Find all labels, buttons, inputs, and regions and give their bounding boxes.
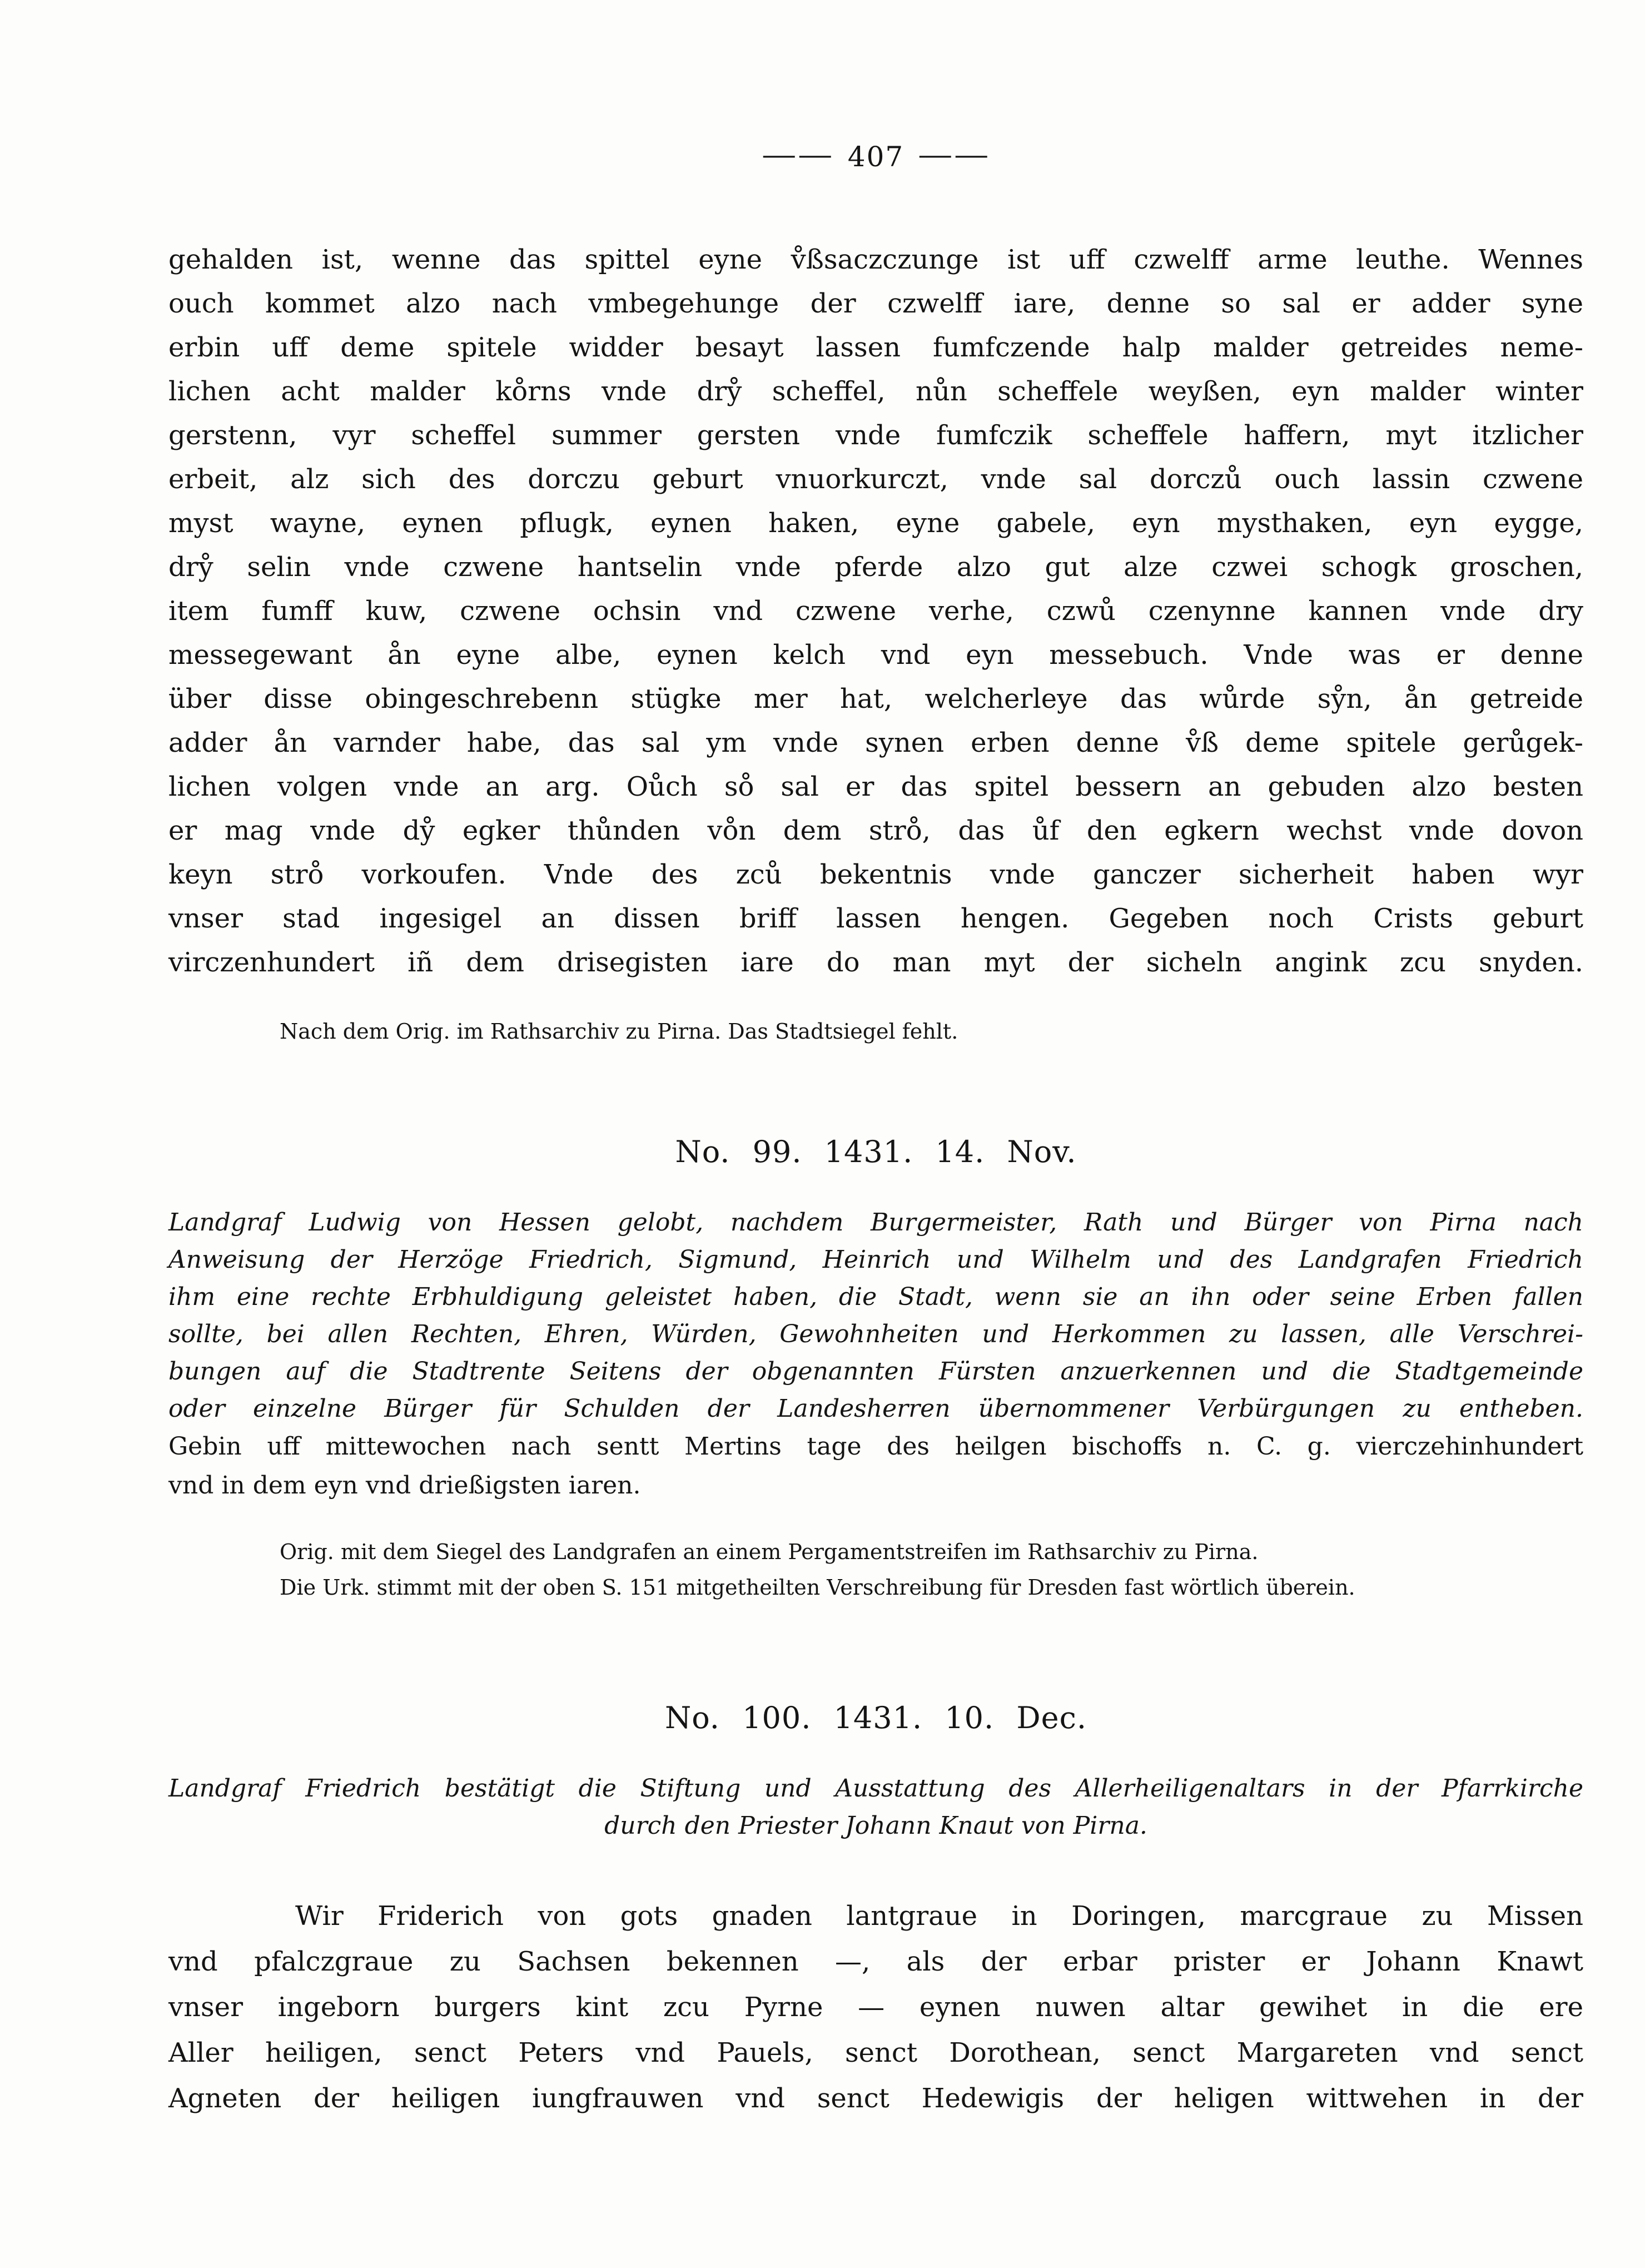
dating-clause-line: vnd in dem eyn vnd drießigsten iaren. bbox=[168, 1471, 641, 1500]
charter-text-line: ouch kommet alzo nach vmbegehunge der czwelff iare, denne so sal er adder syne bbox=[168, 288, 1583, 319]
page-number: 407 bbox=[847, 141, 904, 173]
charter-text-line: virczenhundert iñ dem drisegisten iare do man myt der sicheln angink zcu snyden. bbox=[168, 947, 1583, 978]
charter-text-line: Agneten der heiligen iungfrauwen vnd senct Hedewigis der heligen wittwehen in der bbox=[168, 2083, 1583, 2114]
archival-note-line: Die Urk. stimmt mit der oben S. 151 mitgetheilten Verschreibung für Dresden fast wörtlich überein. bbox=[280, 1575, 1355, 1600]
charter-text-line: erbeit, alz sich des dorczu geburt vnuorkurczt, vnde sal dorczů ouch lassin czwene bbox=[168, 464, 1583, 495]
charter-text-line: messegewant ån eyne albe, eynen kelch vnd eyn messebuch. Vnde was er denne bbox=[168, 639, 1583, 671]
charter-text-line: keyn stro̊ vorkoufen. Vnde des zců bekentnis vnde ganczer sicherheit haben wyr bbox=[168, 859, 1583, 890]
charter-text-line: er mag vnde dẙ egker thůnden vo̊n dem stro̊, das ůf den egkern wechst vnde dovon bbox=[168, 815, 1583, 846]
regest-line: Landgraf Ludwig von Hessen gelobt, nachdem Burgermeister, Rath und Bürger von Pirna nach bbox=[168, 1208, 1583, 1237]
document-page bbox=[168, 0, 1583, 2268]
entry-99-dating-clause bbox=[168, 1427, 1583, 1505]
archival-note-line: Orig. mit dem Siegel des Landgrafen an einem Pergamentstreifen im Rathsarchiv zu Pirna. bbox=[280, 1540, 1259, 1564]
regest-line: sollte, bei allen Rechten, Ehren, Würden, Gewohnheiten und Herkommen zu lassen, alle Verschrei- bbox=[168, 1320, 1583, 1348]
header-rule-left: —— bbox=[761, 138, 834, 171]
charter-text-line: adder ån varnder habe, das sal ym vnde synen erben denne v̊ß deme spitele gerůgek- bbox=[168, 727, 1583, 758]
charter-text-line: Aller heiligen, senct Peters vnd Pauels, senct Dorothean, senct Margareten vnd senct bbox=[168, 2037, 1583, 2068]
entry-99-heading: No. 99. 1431. 14. Nov. bbox=[675, 1134, 1077, 1169]
regest-line: bungen auf die Stadtrente Seitens der obgenannten Fürsten anzuerkennen und die Stadtgemeinde bbox=[168, 1357, 1583, 1386]
regest-line: ihm eine rechte Erbhuldigung geleistet haben, die Stadt, wenn sie an ihn oder seine Erben fallen bbox=[168, 1283, 1583, 1311]
charter-text-line: erbin uff deme spitele widder besayt lassen fumfczende halp malder getreides neme- bbox=[168, 332, 1583, 363]
charter-text-paragraph bbox=[168, 238, 1583, 985]
entry-100-heading: No. 100. 1431. 10. Dec. bbox=[665, 1700, 1087, 1735]
header-rule-right: —— bbox=[918, 138, 991, 171]
regest-line: Landgraf Friedrich bestätigt die Stiftung und Ausstattung des Allerheiligenaltars in der Pfarrkirche bbox=[168, 1774, 1583, 1803]
dating-clause-line: Gebin uff mittewochen nach sentt Mertins tage des heilgen bischoffs n. C. g. vierczehinhundert bbox=[168, 1432, 1583, 1461]
source-note bbox=[168, 1014, 1583, 1049]
entry-99-regest bbox=[168, 1204, 1583, 1427]
entry-100-body bbox=[168, 1893, 1583, 2121]
source-note-text: Nach dem Orig. im Rathsarchiv zu Pirna. Das Stadtsiegel fehlt. bbox=[280, 1019, 958, 1044]
charter-text-line: lichen volgen vnde an arg. Oůch so̊ sal er das spitel bessern an gebuden alzo besten bbox=[168, 771, 1583, 802]
charter-text-line: drẙ selin vnde czwene hantselin vnde pferde alzo gut alze czwei schogk groschen, bbox=[168, 552, 1583, 583]
regest-line: durch den Priester Johann Knaut von Pirna. bbox=[604, 1812, 1147, 1840]
entry-99-notes bbox=[168, 1534, 1583, 1605]
regest-line: oder einzelne Bürger für Schulden der Landesherren übernommener Verbürgungen zu entheben. bbox=[168, 1394, 1583, 1423]
entry-100-regest bbox=[168, 1770, 1583, 1844]
charter-text-line: lichen acht malder ko̊rns vnde drẙ scheffel, nůn scheffele weyßen, eyn malder winter bbox=[168, 376, 1583, 407]
charter-text-line: vnser stad ingesigel an dissen briff lassen hengen. Gegeben noch Crists geburt bbox=[168, 903, 1583, 934]
charter-text-line: vnd pfalczgraue zu Sachsen bekennen —, als der erbar prister er Johann Knawt bbox=[168, 1946, 1583, 1977]
charter-text-line: gehalden ist, wenne das spittel eyne v̊ßsaczczunge ist uff czwelff arme leuthe. Wennes bbox=[168, 244, 1583, 275]
charter-text-line: gerstenn, vyr scheffel summer gersten vnde fumfczik scheffele haffern, myt itzlicher bbox=[168, 420, 1583, 451]
charter-text-line: myst wayne, eynen pflugk, eynen haken, eyne gabele, eyn mysthaken, eyn eygge, bbox=[168, 508, 1583, 539]
charter-text-line: vnser ingeborn burgers kint zcu Pyrne — eynen nuwen altar gewihet in die ere bbox=[168, 1992, 1583, 2023]
page-header bbox=[168, 140, 1583, 173]
charter-text-line: über disse obingeschrebenn stügke mer hat, welcherleye das wůrde sẙn, ån getreide bbox=[168, 683, 1583, 714]
charter-text-line: item fumff kuw, czwene ochsin vnd czwene verhe, czwů czenynne kannen vnde dry bbox=[168, 595, 1583, 627]
regest-line: Anweisung der Herzöge Friedrich, Sigmund, Heinrich und Wilhelm und des Landgrafen Friedrich bbox=[168, 1245, 1583, 1274]
charter-text-line: Wir Friderich von gots gnaden lantgraue in Doringen, marcgraue zu Missen bbox=[295, 1900, 1583, 1932]
